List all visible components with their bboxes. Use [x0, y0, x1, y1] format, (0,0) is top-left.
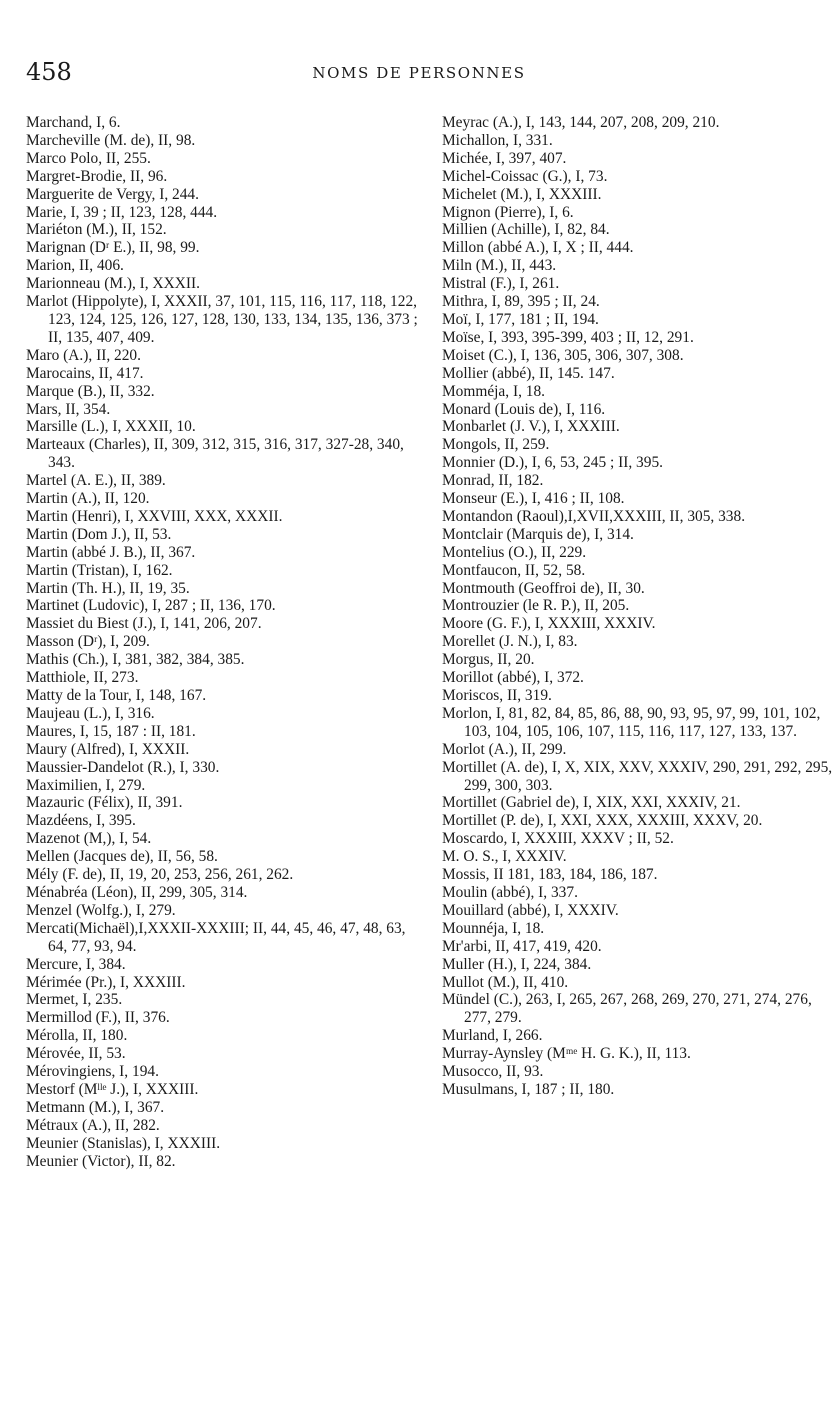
index-entry: Marion, II, 406.	[26, 257, 124, 275]
index-entry: Mermillod (F.), II, 376.	[26, 1009, 170, 1027]
index-entry: Montandon (Raoul),I,XVII,XXXIII, II, 305, 338.	[442, 507, 746, 525]
index-entry: Montclair (Marquis de), I, 314.	[442, 525, 634, 543]
index-entry: Maussier-Dandelot (R.), I, 330.	[26, 758, 220, 776]
index-entry: Meyrac (A.), I, 143, 144, 207, 208, 209, 210.	[442, 114, 720, 131]
index-entry: Marsille (L.), I, XXXII, 10.	[26, 418, 196, 436]
running-title: NOMS DE PERSONNES	[312, 64, 526, 82]
index-entry: Mazauric (Félix), II, 391.	[26, 794, 183, 812]
index-entry: Moiset (C.), I, 136, 305, 306, 307, 308.	[442, 346, 684, 364]
index-entry: Mérolla, II, 180.	[26, 1027, 128, 1045]
index-entry: Menzel (Wolfg.), I, 279.	[26, 901, 176, 919]
index-entry: Mazdéens, I, 395.	[26, 812, 136, 830]
index-entry: Mély (F. de), II, 19, 20, 253, 256, 261, 262.	[26, 866, 294, 884]
index-entry: Matthiole, II, 273.	[26, 669, 139, 687]
index-entry: Montfaucon, II, 52, 58.	[442, 561, 586, 579]
index-entry: Musulmans, I, 187 ; II, 180.	[442, 1080, 615, 1098]
index-entry: Michée, I, 397, 407.	[442, 149, 567, 167]
index-entry: Michel-Coissac (G.), I, 73.	[442, 167, 608, 185]
index-entry: Martin (Dom J.), II, 53.	[26, 525, 172, 543]
index-entry: Marchand, I, 6.	[26, 114, 121, 131]
index-entry: Martin (Henri), I, XXVIII, XXX, XXXII.	[26, 507, 283, 525]
index-entry: Monrad, II, 182.	[442, 472, 544, 490]
index-entry: Momméja, I, 18.	[442, 382, 546, 400]
index-entry: Mignon (Pierre), I, 6.	[442, 203, 574, 221]
index-entry: Mellen (Jacques de), II, 56, 58.	[26, 848, 218, 866]
index-entry: Meunier (Stanislas), I, XXXIII.	[26, 1134, 221, 1152]
index-entry: Montrouzier (le R. P.), II, 205.	[442, 597, 630, 615]
index-entry: Millien (Achille), I, 82, 84.	[442, 221, 610, 239]
index-entry: Montmouth (Geoffroi de), II, 30.	[442, 579, 645, 597]
index-entry: Maximilien, I, 279.	[26, 776, 146, 794]
index-entry: Metmann (M.), I, 367.	[26, 1098, 165, 1116]
index-entry: Mazenot (M,), I, 54.	[26, 830, 152, 848]
index-entry: Marque (B.), II, 332.	[26, 382, 155, 400]
index-entry: Mars, II, 354.	[26, 400, 111, 418]
index-entry: Mr'arbi, II, 417, 419, 420.	[442, 937, 602, 955]
index-entry: Meunier (Victor), II, 82.	[26, 1152, 176, 1170]
index-entry: Mathis (Ch.), I, 381, 382, 384, 385.	[26, 651, 245, 669]
index-entry: Michelet (M.), I, XXXIII.	[442, 185, 602, 203]
index-entry: Moulin (abbé), I, 337.	[442, 883, 578, 901]
index-entry: Millon (abbé A.), I, X ; II, 444.	[442, 239, 634, 257]
index-entry: Monseur (E.), I, 416 ; II, 108.	[442, 490, 625, 508]
index-entry: Mullot (M.), II, 410.	[442, 973, 569, 991]
index-entry: Miln (M.), II, 443.	[442, 257, 557, 275]
index-entry: Mercati(Michaël),I,XXXII-XXXIII; II, 44, 45, 46, 47, 48, 63, 64, 77, 93, 94.	[26, 919, 406, 955]
index-entry: Mündel (C.), 263, I, 265, 267, 268, 269, 270, 271, 274, 276, 277, 279.	[442, 991, 812, 1027]
index-entry: Mestorf (Mˡˡᵉ J.), I, XXXIII.	[26, 1080, 199, 1098]
index-entry: Ménabréa (Léon), II, 299, 305, 314.	[26, 883, 248, 901]
index-entry: Mermet, I, 235.	[26, 991, 123, 1009]
index-entry: Matty de la Tour, I, 148, 167.	[26, 687, 207, 704]
index-entry: Maury (Alfred), I, XXXII.	[26, 740, 190, 758]
index-entry: Marcheville (M. de), II, 98.	[26, 131, 196, 149]
index-entry: Mortillet (P. de), I, XXI, XXX, XXXIII, XXXV, 20.	[442, 812, 763, 830]
index-entry: Martin (Th. H.), II, 19, 35.	[26, 579, 190, 597]
index-entry: Mérovingiens, I, 194.	[26, 1063, 159, 1081]
index-entry: Monard (Louis de), I, 116.	[442, 400, 606, 418]
index-entry: Martel (A. E.), II, 389.	[26, 472, 166, 490]
index-entry: Mariéton (M.), II, 152.	[26, 221, 167, 239]
index-entry: Morlon, I, 81, 82, 84, 85, 86, 88, 90, 93, 95, 97, 99, 101, 102, 103, 104, 105, 106, 107, 115, 116, 117, 127, 133, 137.	[442, 704, 821, 740]
index-entry: Murray-Aynsley (Mᵐᵉ H. G. K.), II, 113.	[442, 1045, 691, 1063]
index-entry: Marco Polo, II, 255.	[26, 149, 151, 167]
index-entry: Marguerite de Vergy, I, 244.	[26, 185, 199, 203]
page-header	[26, 58, 812, 92]
index-entry: Morillot (abbé), I, 372.	[442, 669, 584, 687]
index-entry: Morellet (J. N.), I, 83.	[442, 633, 578, 651]
index-entry: Murland, I, 266.	[442, 1027, 543, 1045]
index-entry: Marionneau (M.), I, XXXII.	[26, 275, 200, 293]
index-entry: Muller (H.), I, 224, 384.	[442, 955, 592, 973]
index-entry: M. O. S., I, XXXIV.	[442, 848, 567, 866]
index-entry: Maures, I, 15, 187 : II, 181.	[26, 722, 196, 740]
index-entry: Martinet (Ludovic), I, 287 ; II, 136, 170.	[26, 597, 276, 615]
index-entry: Marie, I, 39 ; II, 123, 128, 444.	[26, 203, 218, 221]
index-entry: Mortillet (A. de), I, X, XIX, XXV, XXXIV, 290, 291, 292, 295, 299, 300, 303.	[442, 758, 833, 794]
index-entry: Mossis, II 181, 183, 184, 186, 187.	[442, 866, 658, 884]
index-entry: Mistral (F.), I, 261.	[442, 275, 560, 293]
index-entry: Martin (abbé J. B.), II, 367.	[26, 543, 196, 561]
index-column-right	[442, 114, 834, 1099]
index-entry: Marocains, II, 417.	[26, 364, 144, 382]
index-entry: Martin (Tristan), I, 162.	[26, 561, 173, 579]
index-entry: Margret-Brodie, II, 96.	[26, 167, 168, 185]
page-number: 458	[26, 58, 72, 86]
index-entry: Marteaux (Charles), II, 309, 312, 315, 316, 317, 327-28, 340, 343.	[26, 436, 404, 472]
index-entry: Moscardo, I, XXXIII, XXXV ; II, 52.	[442, 830, 674, 848]
index-entry: Masson (Dʳ), I, 209.	[26, 633, 150, 651]
index-entry: Martin (A.), II, 120.	[26, 490, 150, 508]
index-entry: Moore (G. F.), I, XXXIII, XXXIV.	[442, 615, 656, 633]
index-column-left	[26, 114, 420, 1170]
index-entry: Monnier (D.), I, 6, 53, 245 ; II, 395.	[442, 454, 663, 472]
index-entry: Mithra, I, 89, 395 ; II, 24.	[442, 293, 600, 311]
index-entry: Mollier (abbé), II, 145. 147.	[442, 364, 615, 382]
index-entry: Monbarlet (J. V.), I, XXXIII.	[442, 418, 620, 436]
index-entry: Moï, I, 177, 181 ; II, 194.	[442, 310, 599, 328]
index-entry: Maujeau (L.), I, 316.	[26, 704, 155, 722]
index-entry: Morgus, II, 20.	[442, 651, 535, 669]
index-entry: Michallon, I, 331.	[442, 131, 553, 149]
index-entry: Montelius (O.), II, 229.	[442, 543, 587, 561]
index-entry: Mérimée (Pr.), I, XXXIII.	[26, 973, 186, 991]
index-entry: Mongols, II, 259.	[442, 436, 550, 454]
index-entry: Mercure, I, 384.	[26, 955, 126, 973]
index-entry: Musocco, II, 93.	[442, 1063, 544, 1081]
index-entry: Mounnéja, I, 18.	[442, 919, 545, 937]
index-entry: Maro (A.), II, 220.	[26, 346, 141, 364]
index-entry: Marignan (Dʳ E.), II, 98, 99.	[26, 239, 200, 257]
index-entry: Moïse, I, 393, 395-399, 403 ; II, 12, 291.	[442, 328, 694, 346]
index-entry: Marlot (Hippolyte), I, XXXII, 37, 101, 115, 116, 117, 118, 122, 123, 124, 125, 126, 127, 128, 130, 133, 134, 135, 136, 373 ; II, 135, 407, 409.	[26, 293, 418, 346]
index-entry: Mortillet (Gabriel de), I, XIX, XXI, XXXIV, 21.	[442, 794, 741, 812]
index-entry: Mérovée, II, 53.	[26, 1045, 126, 1063]
index-entry: Métraux (A.), II, 282.	[26, 1116, 160, 1134]
index-entry: Mouillard (abbé), I, XXXIV.	[442, 901, 619, 919]
index-entry: Moriscos, II, 319.	[442, 687, 552, 704]
index-entry: Massiet du Biest (J.), I, 141, 206, 207.	[26, 615, 262, 633]
index-entry: Morlot (A.), II, 299.	[442, 740, 567, 758]
